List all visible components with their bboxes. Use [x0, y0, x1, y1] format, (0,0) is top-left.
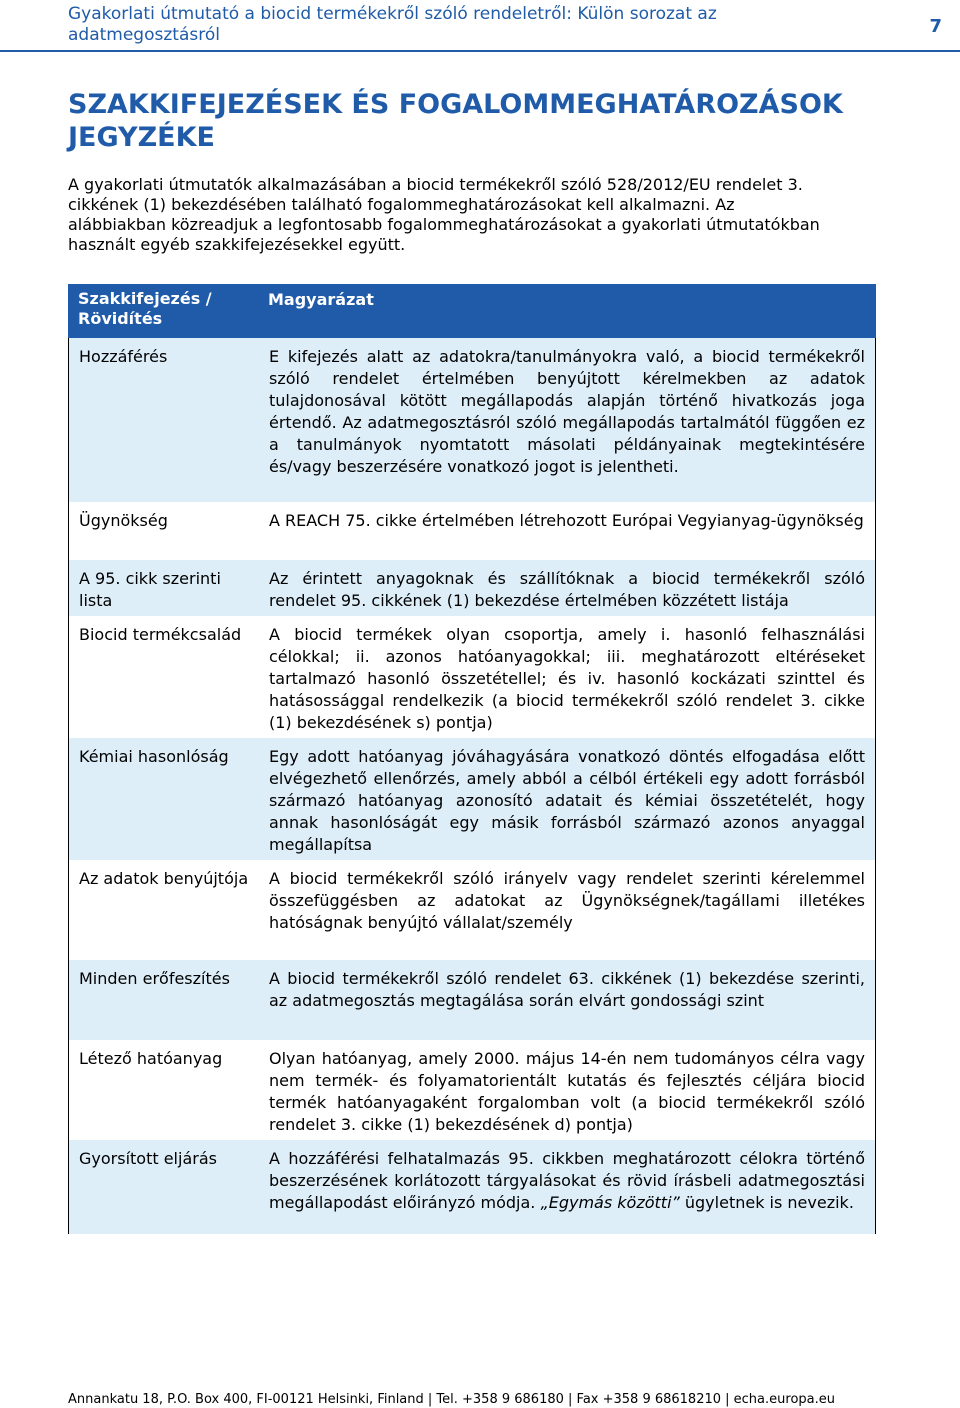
header-rule [0, 50, 960, 52]
table-row [68, 502, 876, 560]
table-row [68, 338, 876, 502]
intro-line: alábbiakban közreadjuk a legfontosabb fogalommeghatározásokat a gyakorlati útmutatókban [68, 215, 820, 234]
intro-line: cikkének (1) bekezdésében található fogalommeghatározásokat kell alkalmazni. Az [68, 195, 735, 214]
definition-cell: A biocid termékekről szóló irányelv vagy rendelet szerinti kérelemmel összefüggésben az adatokat az Ügynökségnek/tagállami illetékes hatóságnak benyújtó vállalat/személy [259, 860, 876, 960]
table-row [68, 860, 876, 960]
term-cell: Létező hatóanyag [68, 1040, 259, 1140]
table-row [68, 738, 876, 860]
term-cell: Az adatok benyújtója [68, 860, 259, 960]
table-row [68, 1040, 876, 1140]
table-header-row [68, 284, 876, 338]
term-cell: Kémiai hasonlóság [68, 738, 259, 860]
definition-cell: A REACH 75. cikke értelmében létrehozott Európai Vegyianyag-ügynökség [259, 502, 876, 560]
table-row [68, 960, 876, 1040]
term-cell: Gyorsított eljárás [68, 1140, 259, 1234]
header-definition: Magyarázat [268, 290, 374, 309]
section-heading: SZAKKIFEJEZÉSEK ÉS FOGALOMMEGHATÁROZÁSOK JEGYZÉKE [68, 89, 843, 153]
definition-cell: A biocid termékekről szóló rendelet 63. cikkének (1) bekezdése szerinti, az adatmegosztás megtagálása során elvárt gondossági szint [259, 960, 876, 1040]
definition-text: A hozzáférési felhatalmazás 95. cikkben meghatározott célokra történő beszerzésének korlátozott tárgyalásokat és rövid írásbeli adatmegosztási megállapodást előirányzó módja. [269, 1149, 865, 1212]
intro-paragraph [68, 175, 908, 255]
header-term: Szakkifejezés / Rövidítés [78, 289, 212, 328]
definition-cell: Az érintett anyagoknak és szállítóknak a biocid termékekről szóló rendelet 95. cikkének (1) bekezdése értelmében közzétett listája [259, 560, 876, 616]
definition-cell: A biocid termékek olyan csoportja, amely i. hasonló felhasználási célokkal; ii. azonos hatóanyagokkal; iii. meghatározott eltéréseket tartalmazó hasonló összetétellel; és iv. hasonló kockázati szinttel és hatásossággal rendelkezik (a biocid termékekről szóló rendelet 3. cikke (1) bekezdésének s) pontja) [259, 616, 876, 738]
table-row [68, 560, 876, 616]
intro-line: használt egyéb szakkifejezésekkel együtt. [68, 235, 406, 254]
glossary-table [68, 284, 876, 1234]
term-cell: Ügynökség [68, 502, 259, 560]
intro-line: A gyakorlati útmutatók alkalmazásában a biocid termékekről szóló 528/2012/EU rendelet 3. [68, 175, 803, 194]
page-footer: Annankatu 18, P.O. Box 400, FI-00121 Helsinki, Finland | Tel. +358 9 686180 | Fax +358 9 68618210 | echa.europa.eu [68, 1392, 835, 1407]
definition-tail: ügyletnek is nevezik. [679, 1193, 854, 1212]
table-row [68, 1140, 876, 1234]
page-number: 7 [929, 16, 942, 37]
definition-cell: Egy adott hatóanyag jóváhagyására vonatkozó döntés elfogadása előtt elvégezhető ellenőrzés, amely abból a célból értékeli egy adott forrásból származó hatóanyag azonosító adatait és kémiai összetételét, hogy annak hasonlóságát egy másik forrásból származó azonos anyaggal megállapítsa [259, 738, 876, 860]
definition-cell: Olyan hatóanyag, amely 2000. május 14-én nem tudományos célra vagy nem termék- és folyamatorientált kutatás és fejlesztés céljára biocid termék hatóanyagaként forgalomban volt (a biocid termékekről szóló rendelet 3. cikke (1) bekezdésének d) pontja) [259, 1040, 876, 1140]
term-cell: Hozzáférés [68, 338, 259, 502]
definition-italic: „Egymás közötti” [540, 1193, 680, 1212]
term-cell: Minden erőfeszítés [68, 960, 259, 1040]
table-row [68, 616, 876, 738]
definition-cell: E kifejezés alatt az adatokra/tanulmányokra való, a biocid termékekről szóló rendelet értelmében benyújtott kérelmekben az adatok tulajdonosával kötött megállapodás alapján történő hivatkozás joga értendő. Az adatmegosztásról szóló megállapodás tartalmától függően ez a tanulmányok nyomtatott másolati példányainak megtekintésére és/vagy beszerzésére vonatkozó jogot is jelentheti. [259, 338, 876, 502]
term-cell: Biocid termékcsalád [68, 616, 259, 738]
running-header-title: Gyakorlati útmutató a biocid termékekről szóló rendeletről: Külön sorozat az adatmegosztásról [68, 4, 717, 45]
term-cell: A 95. cikk szerinti lista [68, 560, 259, 616]
definition-cell [259, 1140, 876, 1234]
